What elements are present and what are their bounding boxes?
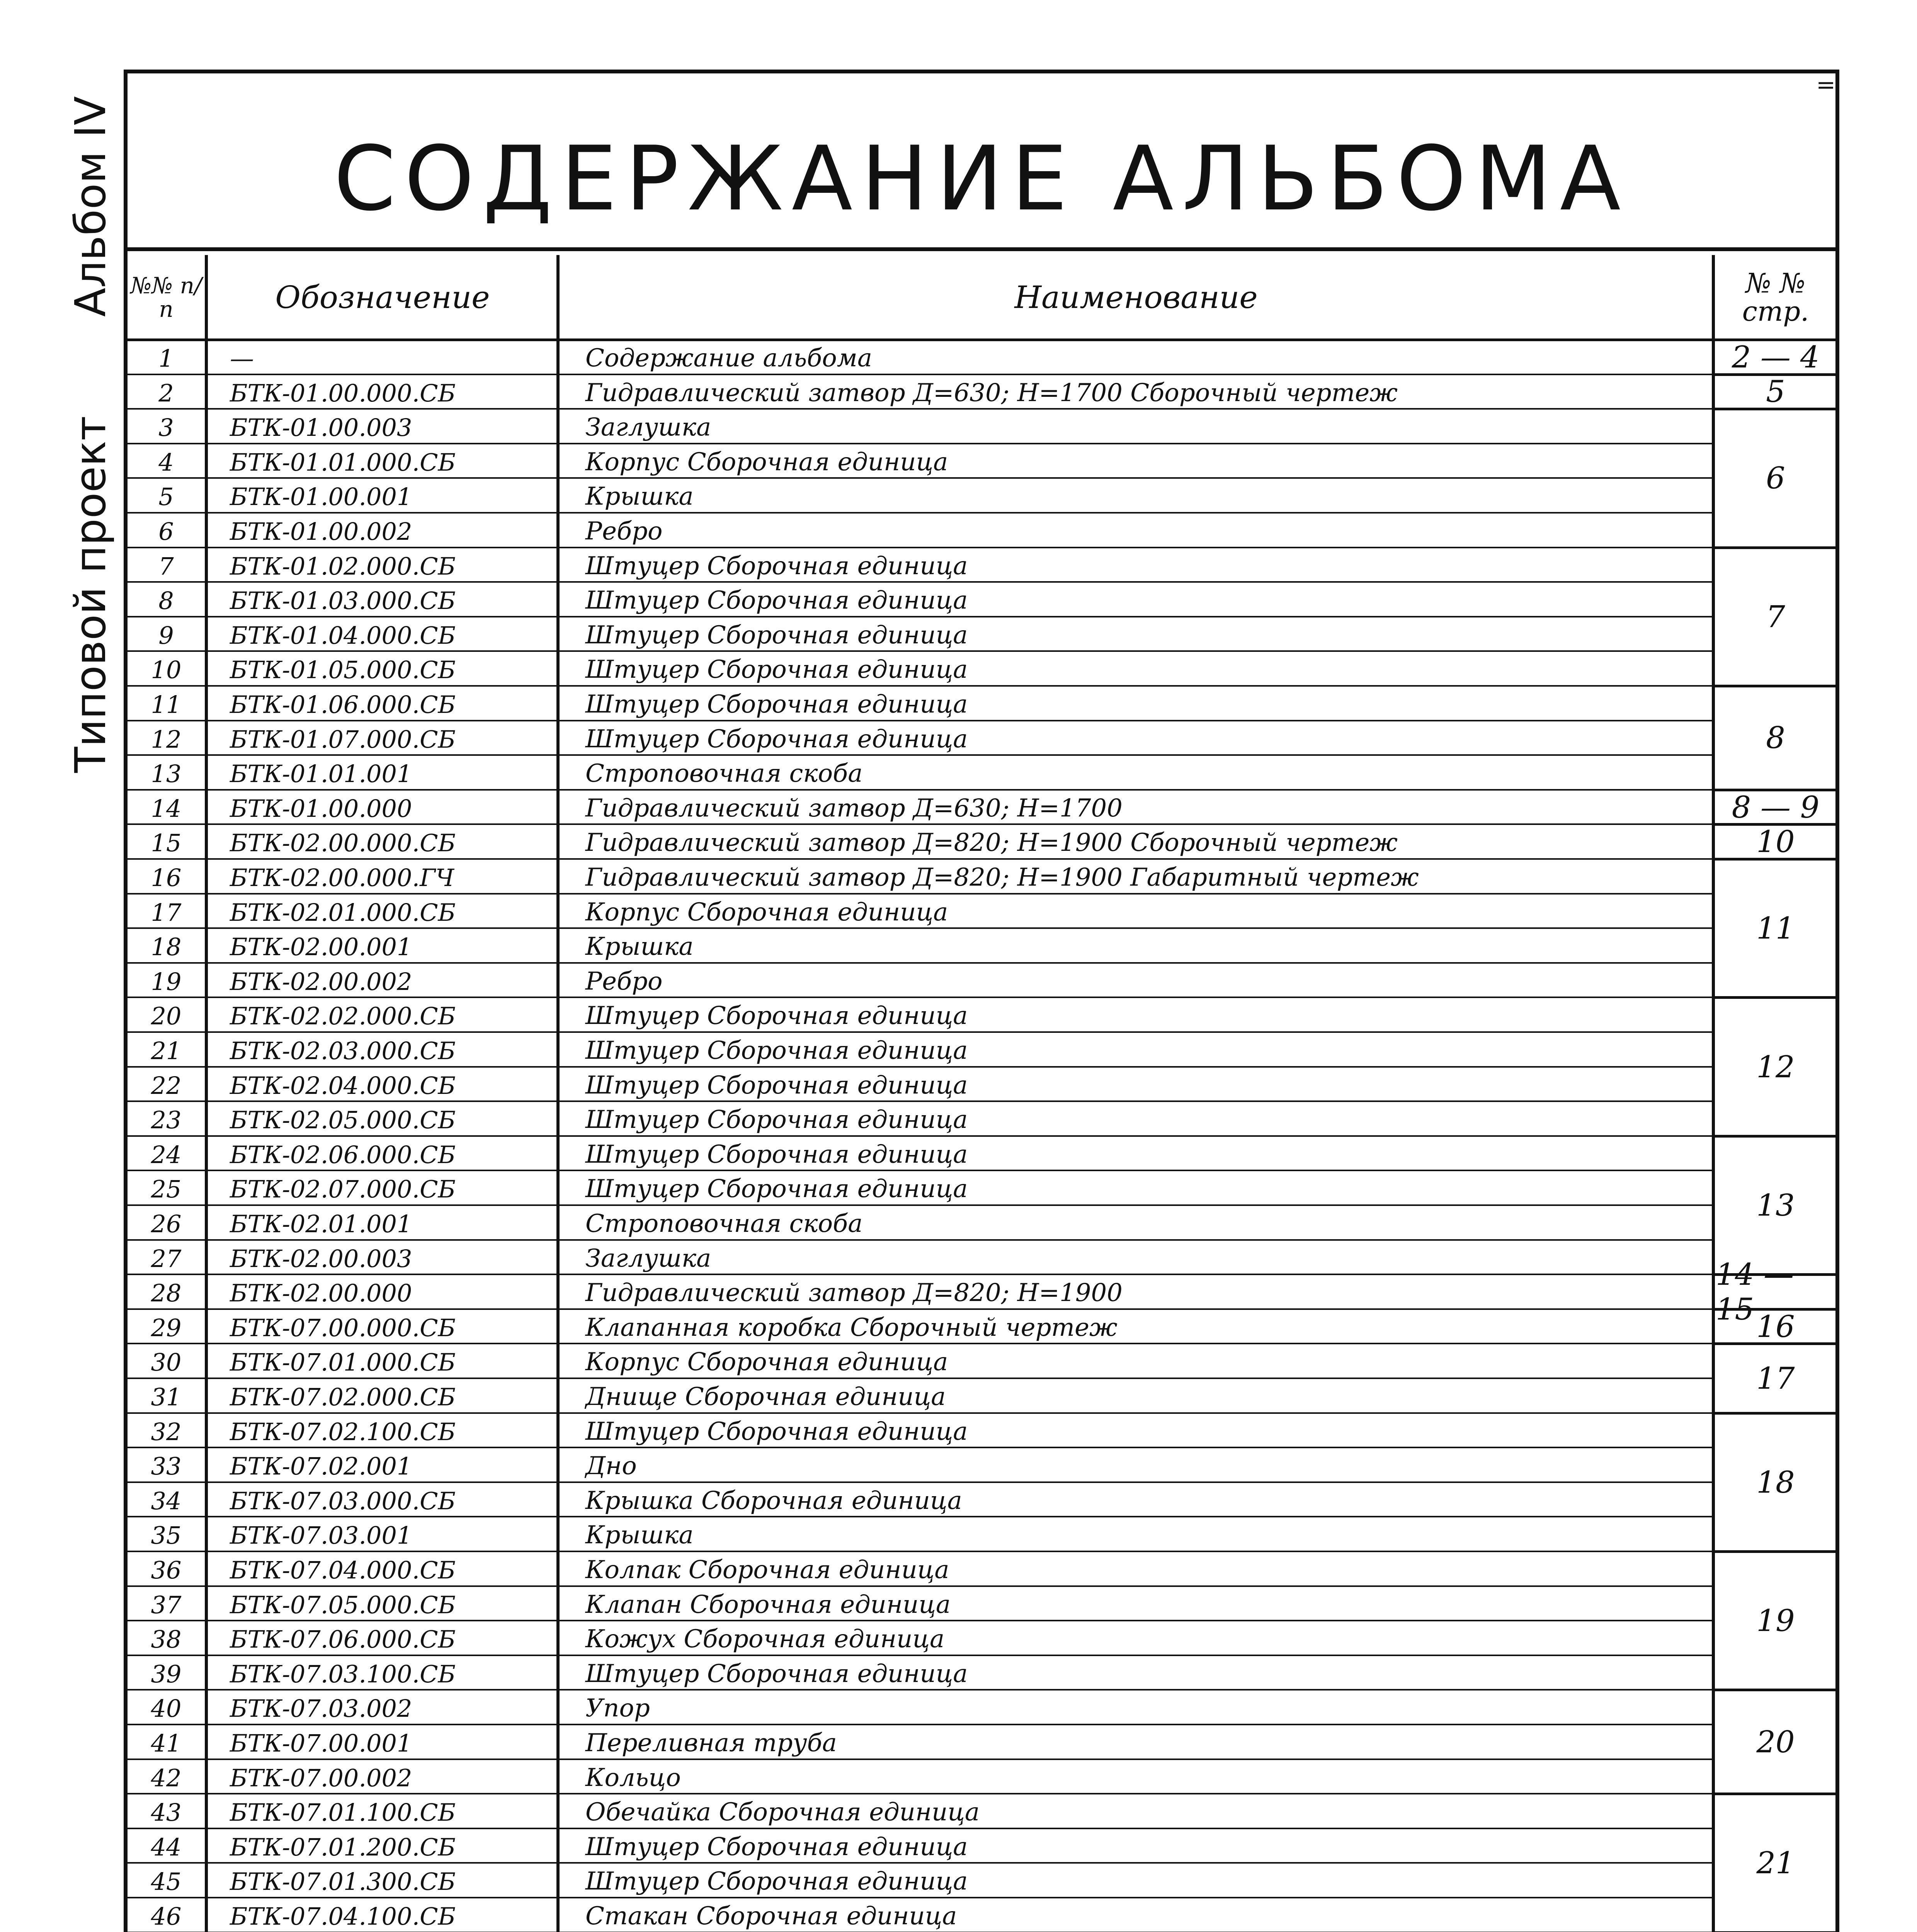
- row-name: Обечайка Сборочная единица: [585, 1798, 980, 1827]
- row-name: Содержание альбома: [585, 344, 872, 372]
- row-number: 21: [151, 1037, 182, 1065]
- row-designation: БТК-02.00.001: [230, 933, 412, 961]
- page-number: 2 — 4: [1732, 340, 1820, 375]
- row-number: 24: [151, 1140, 182, 1169]
- row-designation: БТК-01.00.000: [230, 794, 412, 823]
- table-row: [128, 1898, 1716, 1932]
- row-number: 3: [158, 413, 174, 442]
- table-row: [128, 929, 1716, 963]
- page-number: 11: [1756, 911, 1795, 946]
- row-designation: БТК-02.07.000.СБ: [230, 1175, 456, 1204]
- header-code: Обозначение: [275, 279, 490, 315]
- page-number: 10: [1756, 825, 1795, 860]
- table-row: [128, 1829, 1716, 1864]
- table-row: [128, 1690, 1716, 1725]
- row-designation: БТК-07.04.100.СБ: [230, 1902, 456, 1930]
- row-name: Строповочная скоба: [585, 1209, 863, 1238]
- row-designation: БТК-07.00.000.СБ: [230, 1313, 456, 1342]
- table-row: [128, 755, 1716, 790]
- page-number: 8 — 9: [1732, 790, 1820, 825]
- row-designation: БТК-02.06.000.СБ: [230, 1140, 456, 1169]
- table-row: [128, 1621, 1716, 1656]
- row-designation: БТК-07.00.002: [230, 1764, 412, 1792]
- row-name: Штуцер Сборочная единица: [585, 1832, 968, 1861]
- row-number: 4: [158, 448, 174, 476]
- table-row: [128, 1032, 1716, 1067]
- row-name: Крышка: [585, 482, 694, 511]
- row-designation: БТК-01.06.000.СБ: [230, 690, 456, 719]
- row-designation: БТК-07.06.000.СБ: [230, 1625, 456, 1654]
- row-name: Клапан Сборочная единица: [585, 1590, 951, 1619]
- table-row: [128, 998, 1716, 1032]
- row-number: 8: [158, 587, 174, 615]
- row-name: Штуцер Сборочная единица: [585, 1140, 968, 1169]
- row-designation: БТК-07.03.000.СБ: [230, 1486, 456, 1515]
- page-number: 12: [1756, 1049, 1795, 1085]
- row-number: 35: [151, 1521, 182, 1550]
- row-name: Крышка Сборочная единица: [585, 1486, 962, 1515]
- table-row: [128, 1863, 1716, 1898]
- row-number: 43: [151, 1798, 182, 1827]
- table-row: [128, 444, 1716, 479]
- row-name: Штуцер Сборочная единица: [585, 1417, 968, 1446]
- table-row: [128, 513, 1716, 548]
- page-number: 14 — 15: [1716, 1257, 1794, 1327]
- row-name: Стакан Сборочная единица: [585, 1902, 957, 1930]
- row-number: 38: [151, 1625, 182, 1654]
- side-label-project: Типовой проект: [66, 416, 115, 773]
- row-name: Штуцер Сборочная единица: [585, 621, 968, 650]
- table-row: [128, 1794, 1716, 1829]
- row-name: Корпус Сборочная единица: [585, 447, 948, 476]
- row-number: 26: [151, 1210, 182, 1238]
- row-number: 29: [151, 1313, 182, 1342]
- row-designation: БТК-02.00.000.СБ: [230, 829, 456, 857]
- row-designation: —: [230, 344, 254, 372]
- row-designation: БТК-07.03.001: [230, 1521, 412, 1550]
- row-name: Кожух Сборочная единица: [585, 1625, 945, 1654]
- row-designation: БТК-02.00.000.ГЧ: [230, 864, 454, 892]
- table-row: [128, 582, 1716, 617]
- row-number: 28: [151, 1279, 182, 1308]
- table-row: [128, 859, 1716, 894]
- row-designation: БТК-01.01.000.СБ: [230, 448, 456, 476]
- page-number: 5: [1766, 374, 1785, 410]
- row-number: 30: [151, 1348, 182, 1377]
- row-name: Штуцер Сборочная единица: [585, 1175, 968, 1204]
- row-designation: БТК-02.03.000.СБ: [230, 1037, 456, 1065]
- row-number: 12: [151, 725, 182, 753]
- row-number: 19: [151, 967, 182, 996]
- corner-mark: =: [1816, 71, 1836, 99]
- row-designation: БТК-01.03.000.СБ: [230, 587, 456, 615]
- table-row: [128, 1136, 1716, 1171]
- row-designation: БТК-01.07.000.СБ: [230, 725, 456, 753]
- row-name: Штуцер Сборочная единица: [585, 1071, 968, 1100]
- row-number: 20: [151, 1002, 182, 1031]
- table-row: [128, 1240, 1716, 1275]
- row-number: 6: [158, 517, 174, 546]
- page-number: 16: [1756, 1309, 1795, 1344]
- table-row: [128, 1206, 1716, 1240]
- row-designation: БТК-01.01.001: [230, 760, 412, 788]
- page-number: 19: [1756, 1604, 1795, 1639]
- row-name: Штуцер Сборочная единица: [585, 690, 968, 719]
- title-block: [124, 70, 1839, 251]
- row-number: 31: [151, 1383, 182, 1411]
- row-number: 1: [158, 344, 174, 372]
- row-designation: БТК-02.04.000.СБ: [230, 1071, 456, 1100]
- row-name: Гидравлический затвор Д=820; Н=1900 Сборочный чертеж: [585, 828, 1398, 857]
- table-row: [128, 686, 1716, 721]
- table-row: [128, 651, 1716, 686]
- row-name: Гидравлический затвор Д=820; Н=1900 Габаритный чертеж: [585, 863, 1419, 892]
- table-row: [128, 894, 1716, 929]
- table-row: [128, 1587, 1716, 1621]
- row-name: Штуцер Сборочная единица: [585, 1659, 968, 1688]
- table-row: [128, 1483, 1716, 1517]
- row-name: Клапанная коробка Сборочный чертеж: [585, 1313, 1118, 1342]
- page-title: СОДЕРЖАНИЕ АЛЬБОМА: [333, 128, 1630, 231]
- row-name: Заглушка: [585, 1244, 711, 1273]
- row-name: Гидравлический затвор Д=630; Н=1700: [585, 794, 1123, 823]
- row-name: Крышка: [585, 932, 694, 961]
- row-number: 7: [158, 552, 174, 580]
- table-row: [128, 548, 1716, 583]
- table-row: [128, 1344, 1716, 1379]
- row-number: 25: [151, 1175, 182, 1204]
- page-number: 13: [1756, 1188, 1795, 1223]
- table-row: [128, 375, 1716, 410]
- row-name: Штуцер Сборочная единица: [585, 655, 968, 684]
- row-designation: БТК-07.01.100.СБ: [230, 1798, 456, 1827]
- row-number: 17: [151, 898, 182, 927]
- row-number: 22: [151, 1071, 182, 1100]
- row-name: Кольцо: [585, 1763, 681, 1792]
- table-row: [128, 617, 1716, 652]
- table-row: [128, 721, 1716, 756]
- row-designation: БТК-07.00.001: [230, 1729, 412, 1757]
- row-number: 10: [151, 656, 182, 684]
- row-designation: БТК-07.04.000.СБ: [230, 1556, 456, 1584]
- row-number: 5: [158, 483, 174, 511]
- row-designation: БТК-07.05.000.СБ: [230, 1590, 456, 1619]
- table-row: [128, 1310, 1716, 1344]
- table-row: [128, 1102, 1716, 1136]
- row-designation: БТК-07.02.001: [230, 1452, 412, 1481]
- table-row: [128, 1448, 1716, 1483]
- row-designation: БТК-02.05.000.СБ: [230, 1106, 456, 1134]
- row-number: 45: [151, 1867, 182, 1896]
- header-name: Наименование: [1014, 279, 1258, 315]
- table-row: [128, 1552, 1716, 1587]
- table-row: [128, 1275, 1716, 1310]
- row-designation: БТК-01.00.001: [230, 483, 412, 511]
- row-name: Ребро: [585, 967, 663, 996]
- row-name: Гидравлический затвор Д=820; Н=1900: [585, 1279, 1123, 1308]
- table-row: [128, 1760, 1716, 1794]
- row-number: 44: [151, 1833, 182, 1861]
- row-designation: БТК-01.00.000.СБ: [230, 379, 456, 407]
- header-num: №№ п/п: [130, 272, 202, 322]
- row-name: Корпус Сборочная единица: [585, 1348, 948, 1377]
- row-number: 37: [151, 1590, 182, 1619]
- table-row: [128, 1171, 1716, 1206]
- row-name: Штуцер Сборочная единица: [585, 1036, 968, 1065]
- row-designation: БТК-02.00.002: [230, 967, 412, 996]
- table-row: [128, 825, 1716, 859]
- page-number: 17: [1756, 1361, 1795, 1396]
- row-name: Дно: [585, 1452, 637, 1481]
- row-name: Штуцер Сборочная единица: [585, 551, 968, 580]
- page-number: 6: [1766, 461, 1785, 496]
- row-name: Колпак Сборочная единица: [585, 1556, 949, 1584]
- row-designation: БТК-01.02.000.СБ: [230, 552, 456, 580]
- page-number: 7: [1766, 599, 1785, 634]
- row-designation: БТК-01.04.000.СБ: [230, 621, 456, 650]
- header-page: № № стр.: [1742, 267, 1809, 327]
- row-designation: БТК-07.01.200.СБ: [230, 1833, 456, 1861]
- row-designation: БТК-02.02.000.СБ: [230, 1002, 456, 1031]
- row-designation: БТК-07.01.300.СБ: [230, 1867, 456, 1896]
- table-row: [128, 340, 1716, 375]
- row-designation: БТК-07.02.100.СБ: [230, 1417, 456, 1446]
- row-name: Гидравлический затвор Д=630; Н=1700 Сборочный чертеж: [585, 378, 1398, 407]
- row-number: 9: [158, 621, 174, 650]
- row-number: 33: [151, 1452, 182, 1481]
- table-row: [128, 478, 1716, 513]
- row-number: 23: [151, 1106, 182, 1134]
- row-number: 11: [151, 690, 182, 719]
- row-number: 42: [151, 1764, 182, 1792]
- row-designation: БТК-07.03.002: [230, 1694, 412, 1723]
- row-number: 15: [151, 829, 182, 857]
- table-row: [128, 409, 1716, 444]
- row-name: Переливная труба: [585, 1729, 837, 1757]
- row-number: 16: [151, 864, 182, 892]
- page-number: 18: [1756, 1465, 1795, 1500]
- table-row: [128, 1656, 1716, 1690]
- row-number: 2: [158, 379, 174, 407]
- row-number: 14: [151, 794, 182, 823]
- row-name: Корпус Сборочная единица: [585, 898, 948, 927]
- table-row: [128, 790, 1716, 825]
- row-name: Штуцер Сборочная единица: [585, 1002, 968, 1031]
- row-number: 41: [151, 1729, 182, 1757]
- row-number: 18: [151, 933, 182, 961]
- row-designation: БТК-02.00.000: [230, 1279, 412, 1308]
- row-number: 13: [151, 760, 182, 788]
- row-number: 36: [151, 1556, 182, 1584]
- row-designation: БТК-07.03.100.СБ: [230, 1660, 456, 1688]
- row-number: 32: [151, 1417, 182, 1446]
- side-label-album: Альбом IV: [66, 96, 115, 317]
- row-number: 40: [151, 1694, 182, 1723]
- row-designation: БТК-01.00.003: [230, 413, 412, 442]
- row-name: Ребро: [585, 517, 663, 546]
- row-name: Заглушка: [585, 413, 711, 442]
- row-designation: БТК-01.00.002: [230, 517, 412, 546]
- row-designation: БТК-07.02.000.СБ: [230, 1383, 456, 1411]
- row-name: Штуцер Сборочная единица: [585, 1105, 968, 1134]
- table-row: [128, 1725, 1716, 1760]
- row-name: Днище Сборочная единица: [585, 1383, 946, 1411]
- page-number: 21: [1756, 1846, 1795, 1881]
- row-designation: БТК-01.05.000.СБ: [230, 656, 456, 684]
- row-name: Строповочная скоба: [585, 759, 863, 788]
- table-row: [128, 1517, 1716, 1552]
- row-name: Штуцер Сборочная единица: [585, 1867, 968, 1896]
- table-row: [128, 1067, 1716, 1102]
- page-number: 8: [1766, 721, 1785, 756]
- row-number: 27: [151, 1244, 182, 1273]
- table-row: [128, 1379, 1716, 1413]
- table-row: [128, 1413, 1716, 1448]
- row-designation: БТК-02.01.000.СБ: [230, 898, 456, 927]
- row-number: 46: [151, 1902, 182, 1930]
- row-designation: БТК-07.01.000.СБ: [230, 1348, 456, 1377]
- row-number: 39: [151, 1660, 182, 1688]
- row-name: Крышка: [585, 1521, 694, 1550]
- row-designation: БТК-02.00.003: [230, 1244, 412, 1273]
- row-name: Штуцер Сборочная единица: [585, 724, 968, 753]
- row-name: Штуцер Сборочная единица: [585, 586, 968, 615]
- row-name: Упор: [585, 1694, 650, 1723]
- row-designation: БТК-02.01.001: [230, 1210, 412, 1238]
- row-number: 34: [151, 1486, 182, 1515]
- table-row: [128, 963, 1716, 998]
- page-number: 20: [1756, 1725, 1795, 1760]
